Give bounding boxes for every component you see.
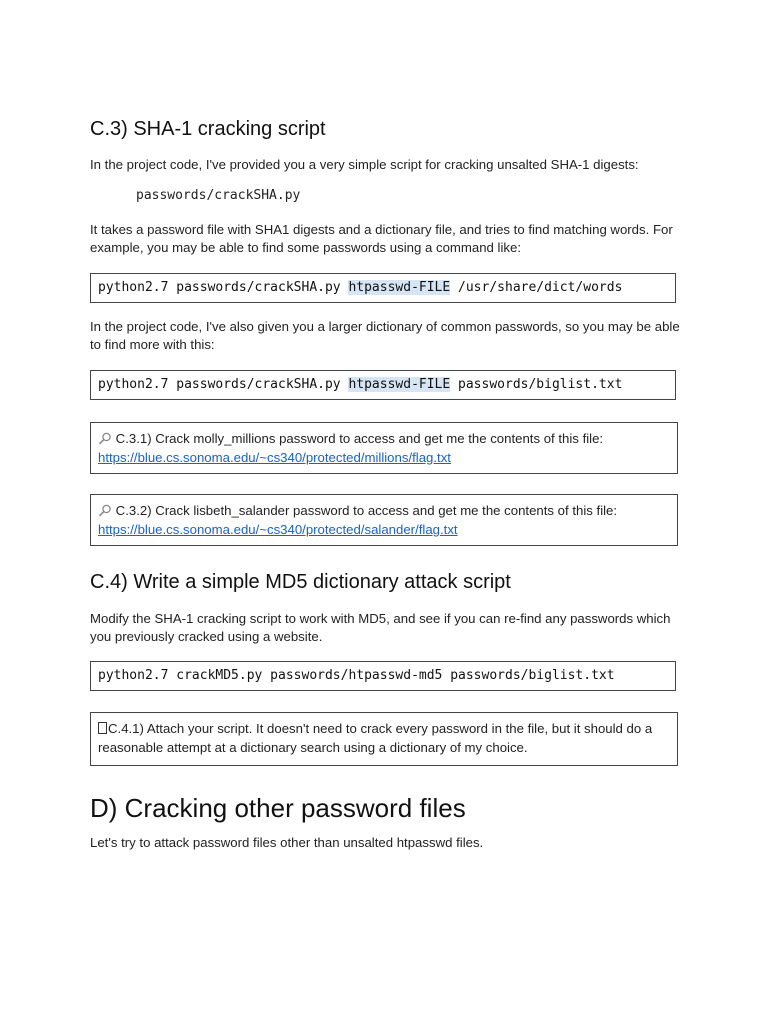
section-c4-desc: Modify the SHA-1 cracking script to work with MD5, and see if you can re-find any passwords which you previously cracked using a website. bbox=[90, 611, 671, 644]
script-path: passwords/crackSHA.py bbox=[136, 188, 301, 203]
section-c3-intro: In the project code, I've provided you a very simple script for cracking unsalted SHA-1 digests: bbox=[90, 157, 639, 172]
cmd1-pre: python2.7 passwords/crackSHA.py bbox=[98, 280, 349, 295]
command-box-3: python2.7 crackMD5.py passwords/htpasswd-md5 passwords/biglist.txt bbox=[90, 661, 676, 691]
question-c3-2-text: C.3.2) Crack lisbeth_salander password to access and get me the contents of this file: bbox=[115, 503, 618, 518]
question-c3-1-link[interactable]: https://blue.cs.sonoma.edu/~cs340/protected/millions/flag.txt bbox=[98, 450, 451, 465]
cmd1-post: /usr/share/dict/words bbox=[450, 280, 623, 295]
magnifier-icon bbox=[98, 431, 116, 446]
cmd2-pre: python2.7 passwords/crackSHA.py bbox=[98, 377, 349, 392]
cmd1-highlight: htpasswd-FILE bbox=[348, 280, 451, 295]
section-d-desc: Let's try to attack password files other than unsalted htpasswd files. bbox=[90, 835, 484, 850]
question-box-c4-1 bbox=[90, 712, 678, 766]
section-c3-desc2: In the project code, I've also given you a larger dictionary of common passwords, so you may be able to find more with this: bbox=[90, 319, 680, 352]
question-box-c3-1 bbox=[90, 422, 678, 474]
box-glyph-icon bbox=[98, 722, 107, 734]
command-box-2 bbox=[90, 370, 676, 400]
magnifier-icon bbox=[98, 503, 116, 518]
question-c3-2-link[interactable]: https://blue.cs.sonoma.edu/~cs340/protected/salander/flag.txt bbox=[98, 522, 458, 537]
question-box-c3-2 bbox=[90, 494, 678, 546]
section-c4-heading: C.4) Write a simple MD5 dictionary attack script bbox=[90, 571, 511, 593]
question-c4-1-text: C.4.1) Attach your script. It doesn't need to crack every password in the file, but it should do a reasonable attempt at a dictionary search using a dictionary of my choice. bbox=[98, 721, 653, 755]
section-d-heading: D) Cracking other password files bbox=[90, 793, 466, 823]
cmd2-post: passwords/biglist.txt bbox=[450, 377, 623, 392]
cmd2-highlight: htpasswd-FILE bbox=[348, 377, 451, 392]
section-c3-desc: It takes a password file with SHA1 digests and a dictionary file, and tries to find matching words. For example, you may be able to find some passwords using a command like: bbox=[90, 222, 673, 255]
section-c3-heading: C.3) SHA-1 cracking script bbox=[90, 118, 326, 140]
question-c3-1-text: C.3.1) Crack molly_millions password to access and get me the contents of this file: bbox=[115, 431, 604, 446]
command-box-1 bbox=[90, 273, 676, 303]
